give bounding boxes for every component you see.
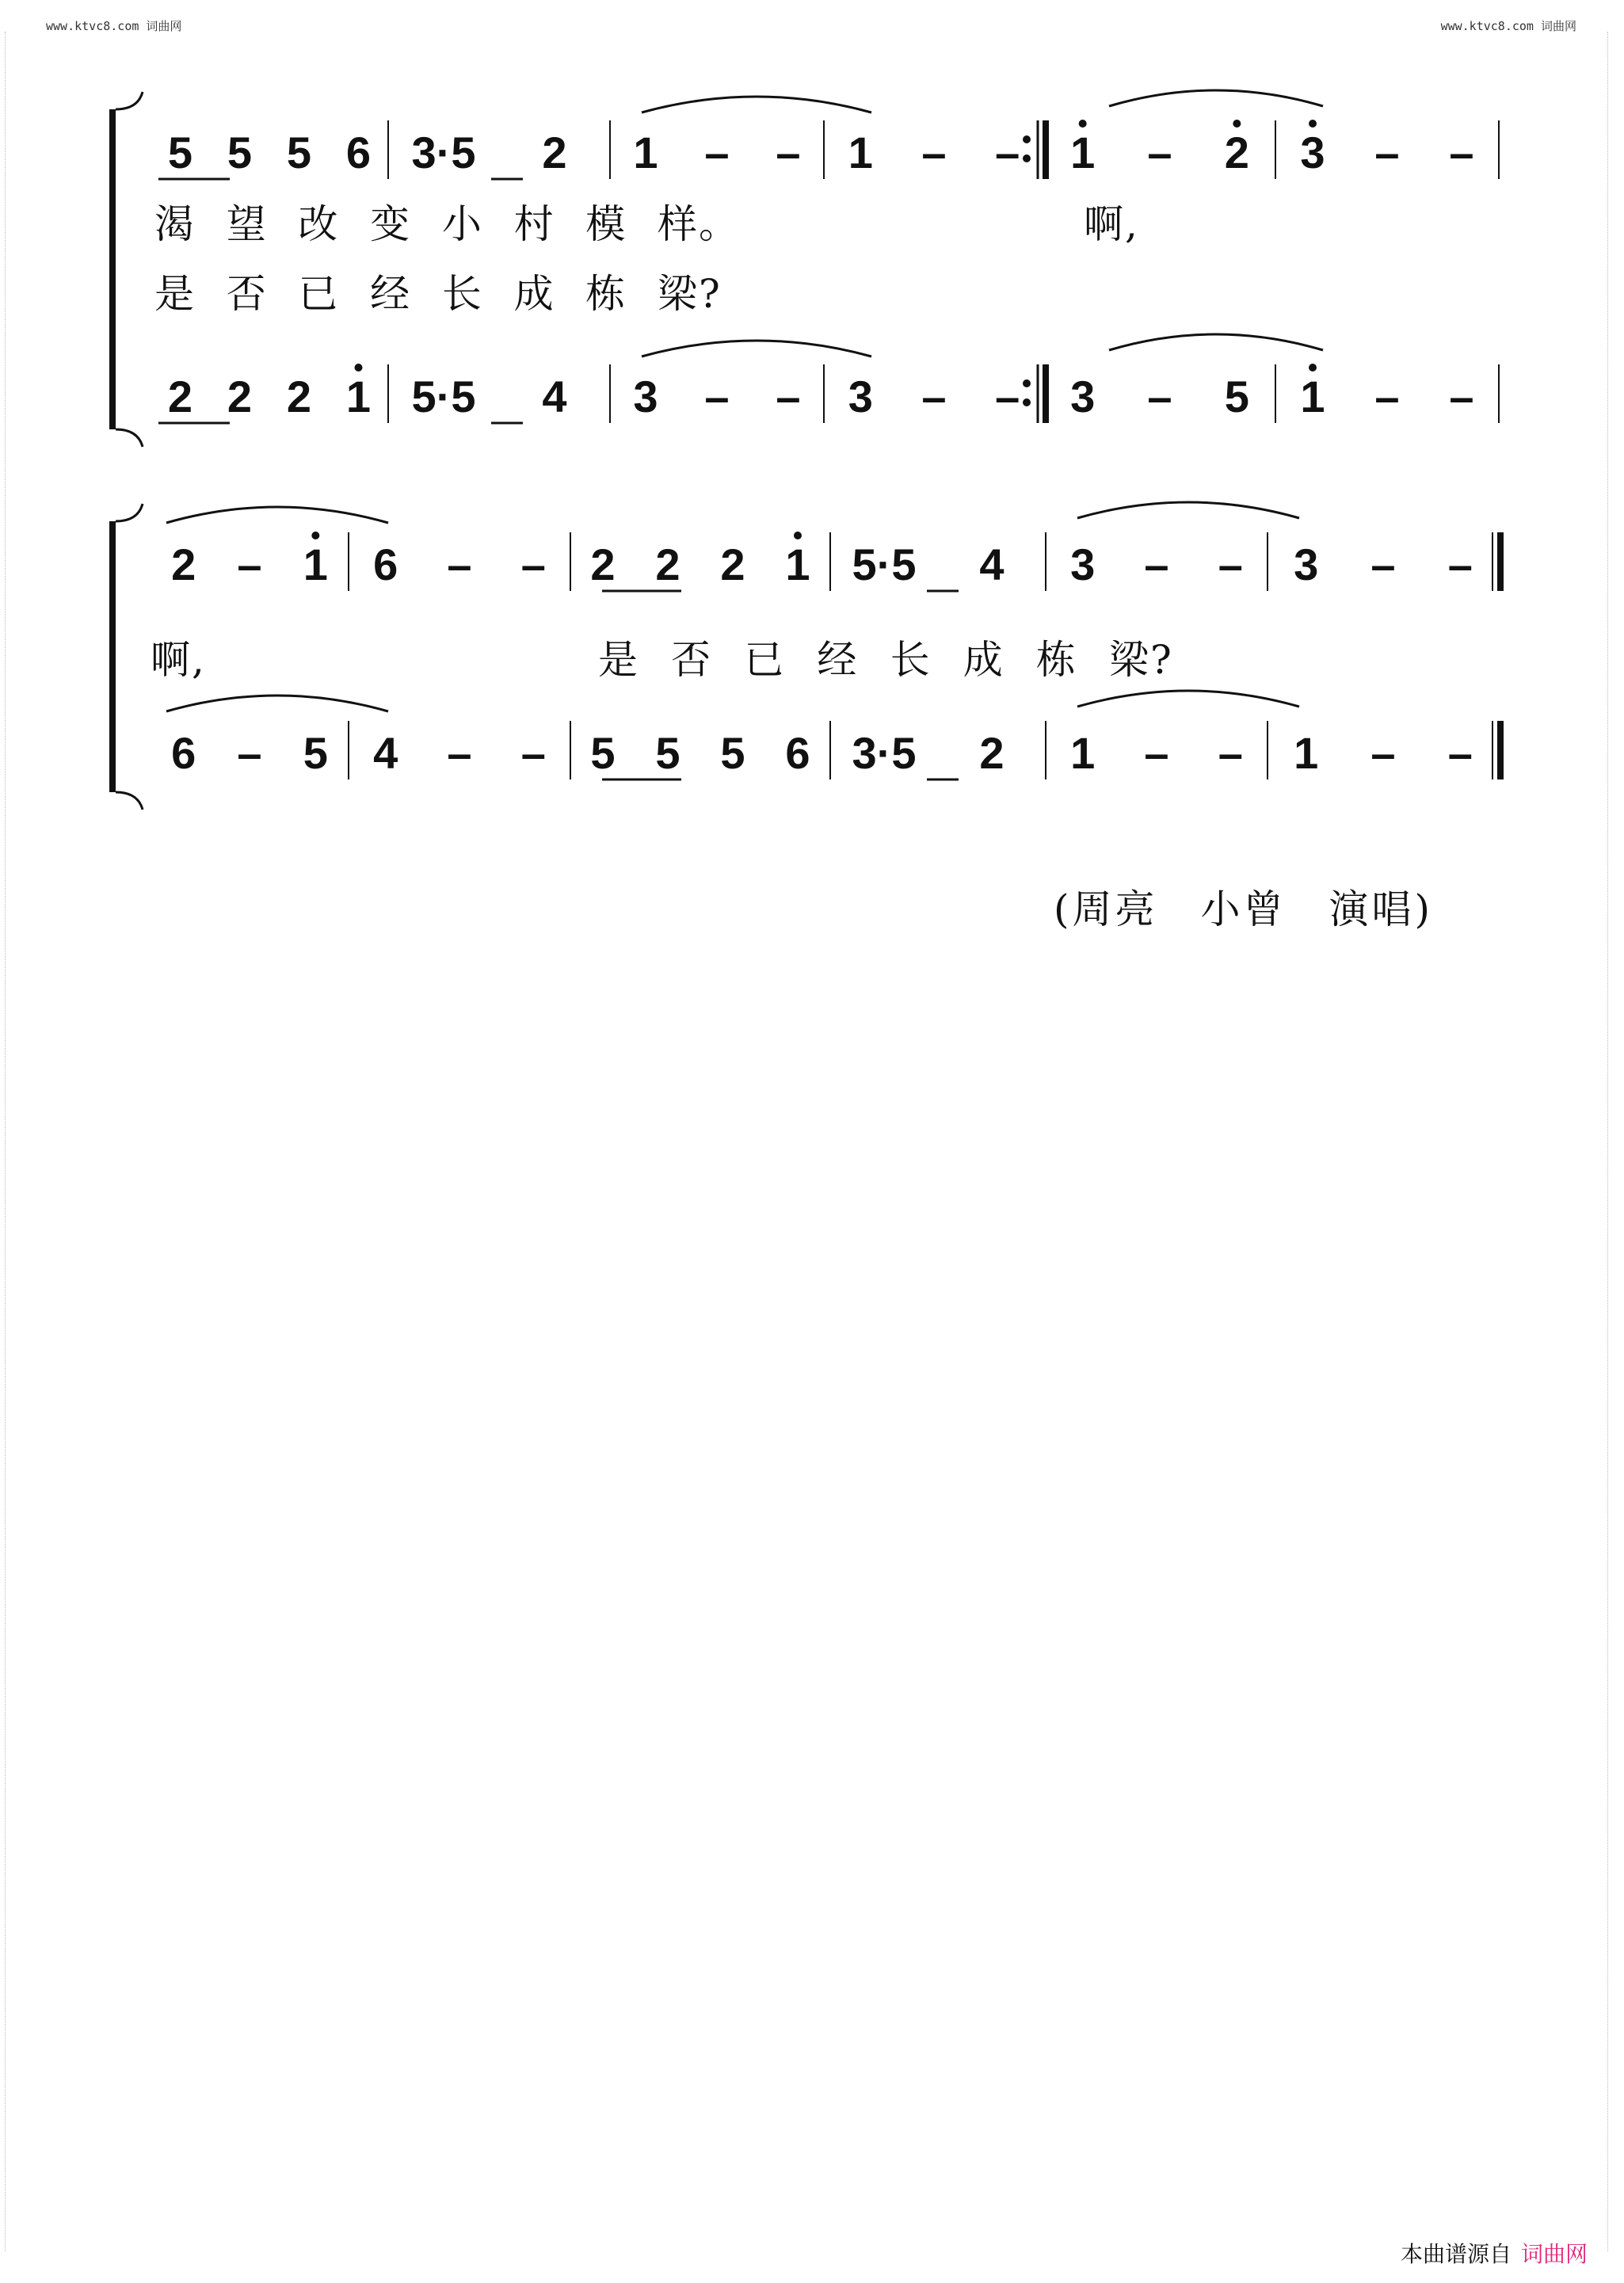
system1-lyric-line1: 渴	[154, 201, 196, 247]
system2-upper-note: 6	[373, 539, 398, 589]
tie-slur	[1109, 334, 1323, 350]
system1-lyric-line1: 啊,	[1084, 201, 1139, 247]
bracket-hook-top	[116, 504, 143, 521]
system1-upper-note: –	[704, 128, 730, 177]
system1-lyric-line1: 模	[585, 201, 627, 247]
system1-upper-note: 6	[345, 128, 372, 177]
system1-lyric-line2: 经	[370, 271, 412, 317]
system1-lyric-line1: 变	[370, 201, 412, 247]
system1-lyric-line1: 样。	[658, 201, 740, 247]
system2-lower-note: 6	[171, 728, 196, 778]
system2-upper-note: –	[1370, 539, 1396, 589]
footer-source-label: 本曲谱源自	[1400, 2241, 1512, 2267]
system1-lyric-line2: 是	[154, 271, 196, 317]
octave-dot	[1233, 120, 1241, 128]
octave-dot	[1309, 120, 1317, 128]
system1-upper-note: 5	[286, 128, 312, 177]
bracket-hook-bottom	[116, 429, 143, 447]
system2-lower-note: 3·5	[852, 728, 917, 778]
octave-dot	[1309, 364, 1317, 372]
system1-lower-note: –	[1147, 372, 1172, 421]
system1-upper-note: –	[1374, 128, 1400, 177]
octave-dot	[1079, 120, 1087, 128]
system2-lower-note: –	[1447, 728, 1473, 778]
system2-upper-note: –	[1218, 539, 1243, 589]
tie-slur	[166, 696, 388, 711]
system1-lower-note: 2	[286, 372, 312, 421]
system1-upper-note: –	[1147, 128, 1172, 177]
system2-lyric-line1: 梁?	[1109, 637, 1173, 683]
system1-upper-note: 5	[227, 128, 253, 177]
header-site-right: www.ktvc8.com 词曲网	[1440, 19, 1576, 33]
repeat-dot	[1023, 135, 1031, 143]
system2-upper-note: 2	[720, 539, 745, 589]
footer-brand-link[interactable]: 词曲网	[1520, 2241, 1588, 2267]
system2-lower-note: –	[1218, 728, 1243, 778]
tie-slur	[1077, 691, 1299, 707]
tie-slur	[166, 507, 388, 523]
system1-lyric-line1: 改	[298, 201, 340, 247]
system1-lower-note: 3	[1070, 372, 1096, 421]
bracket-hook-top	[116, 92, 143, 109]
system2-lyric-line1: 否	[671, 637, 713, 683]
system1-lower-note: –	[995, 372, 1020, 421]
system1-upper-note: –	[776, 128, 801, 177]
system1-lower-note: 2	[167, 372, 193, 421]
system1-lyric-line1: 小	[441, 201, 483, 247]
system2-lower-note: 5	[303, 728, 328, 778]
system2-upper-note: 2	[590, 539, 616, 589]
system1-lyric-line2: 梁?	[658, 271, 722, 317]
octave-dot	[311, 532, 319, 539]
system2-lyric-line1: 啊,	[151, 637, 206, 683]
system2-upper-note: –	[1144, 539, 1169, 589]
system2-lower-note: 5	[655, 728, 680, 778]
system2-lower-note: 4	[373, 728, 398, 778]
repeat-dot	[1023, 154, 1031, 162]
system2-lyric-line1: 长	[890, 637, 932, 683]
octave-dot	[355, 364, 363, 372]
system2-upper-note: 3	[1294, 539, 1319, 589]
system2-upper-note: –	[237, 539, 262, 589]
system1-lyric-line2: 长	[441, 271, 483, 317]
system2-upper-note: 2	[655, 539, 680, 589]
system1-upper-note: 5	[167, 128, 193, 177]
system1-lyric-line2: 栋	[585, 271, 627, 317]
system2-lower-note: 2	[979, 728, 1005, 778]
performer-credit: (周亮 小曾 演唱)	[1054, 886, 1434, 932]
header-site-left: www.ktvc8.com 词曲网	[46, 19, 182, 33]
system1-upper-note: 1	[848, 128, 873, 177]
system2-lyric-line1: 已	[744, 637, 786, 683]
system2-lower-note: 5	[720, 728, 745, 778]
system2-lower-note: 5	[590, 728, 616, 778]
octave-dot	[794, 532, 802, 539]
system1-lower-note: 1	[1300, 372, 1325, 421]
system-2	[112, 502, 1500, 810]
system2-lyric-line1: 栋	[1035, 637, 1077, 683]
system1-lower-note: 5·5	[411, 372, 476, 421]
system2-lyric-line1: 成	[963, 637, 1005, 683]
system1-lower-note: 2	[227, 372, 253, 421]
system2-upper-note: 1	[785, 539, 810, 589]
system1-upper-note: 1	[1070, 128, 1096, 177]
system1-lower-note: 3	[848, 372, 873, 421]
system1-lower-note: –	[704, 372, 730, 421]
system1-lyric-line2: 成	[513, 271, 555, 317]
system2-lower-note: –	[447, 728, 472, 778]
system2-lower-note: 6	[785, 728, 810, 778]
system2-upper-note: 1	[303, 539, 328, 589]
system1-lower-note: –	[1374, 372, 1400, 421]
system2-lyric-line1: 是	[598, 637, 639, 683]
system1-upper-note: 2	[1224, 128, 1249, 177]
system2-upper-note: –	[1447, 539, 1473, 589]
system1-lower-note: 1	[345, 372, 372, 421]
system1-upper-note: 3·5	[411, 128, 476, 177]
system2-lower-note: –	[520, 728, 546, 778]
system2-lower-note: –	[1144, 728, 1169, 778]
system1-lyric-line2: 否	[226, 271, 268, 317]
bracket-hook-bottom	[116, 792, 143, 810]
repeat-dot	[1023, 398, 1031, 406]
system1-lower-note: –	[921, 372, 947, 421]
system1-upper-note: –	[921, 128, 947, 177]
system2-lower-note: 1	[1070, 728, 1096, 778]
system2-lower-note: –	[1370, 728, 1396, 778]
system2-upper-note: 5·5	[852, 539, 917, 589]
tie-slur	[1109, 90, 1323, 106]
system1-upper-note: –	[1449, 128, 1474, 177]
system2-lower-note: –	[237, 728, 262, 778]
system2-upper-note: –	[447, 539, 472, 589]
system2-upper-note: 4	[979, 539, 1005, 589]
system1-lyric-line1: 村	[513, 201, 555, 247]
system2-lyric-line1: 经	[817, 637, 859, 683]
system1-lower-note: 3	[633, 372, 658, 421]
system2-upper-note: 2	[171, 539, 196, 589]
tie-slur	[1077, 502, 1299, 518]
system1-lower-note: 5	[1224, 372, 1249, 421]
footer-source	[1401, 2237, 1588, 2269]
system1-lower-note: –	[1449, 372, 1474, 421]
system1-lower-note: 4	[542, 372, 567, 421]
system-1	[112, 90, 1499, 447]
system1-lyric-line1: 望	[226, 201, 268, 247]
system1-upper-note: 2	[542, 128, 567, 177]
system2-upper-note: –	[520, 539, 546, 589]
system1-upper-note: –	[995, 128, 1020, 177]
system2-lower-note: 1	[1294, 728, 1319, 778]
system2-upper-note: 3	[1070, 539, 1096, 589]
system1-lower-note: –	[776, 372, 801, 421]
system1-lyric-line2: 已	[298, 271, 340, 317]
system1-upper-note: 1	[633, 128, 658, 177]
tie-slur	[642, 97, 871, 112]
system1-upper-note: 3	[1300, 128, 1325, 177]
repeat-dot	[1023, 379, 1031, 387]
tie-slur	[642, 341, 871, 356]
